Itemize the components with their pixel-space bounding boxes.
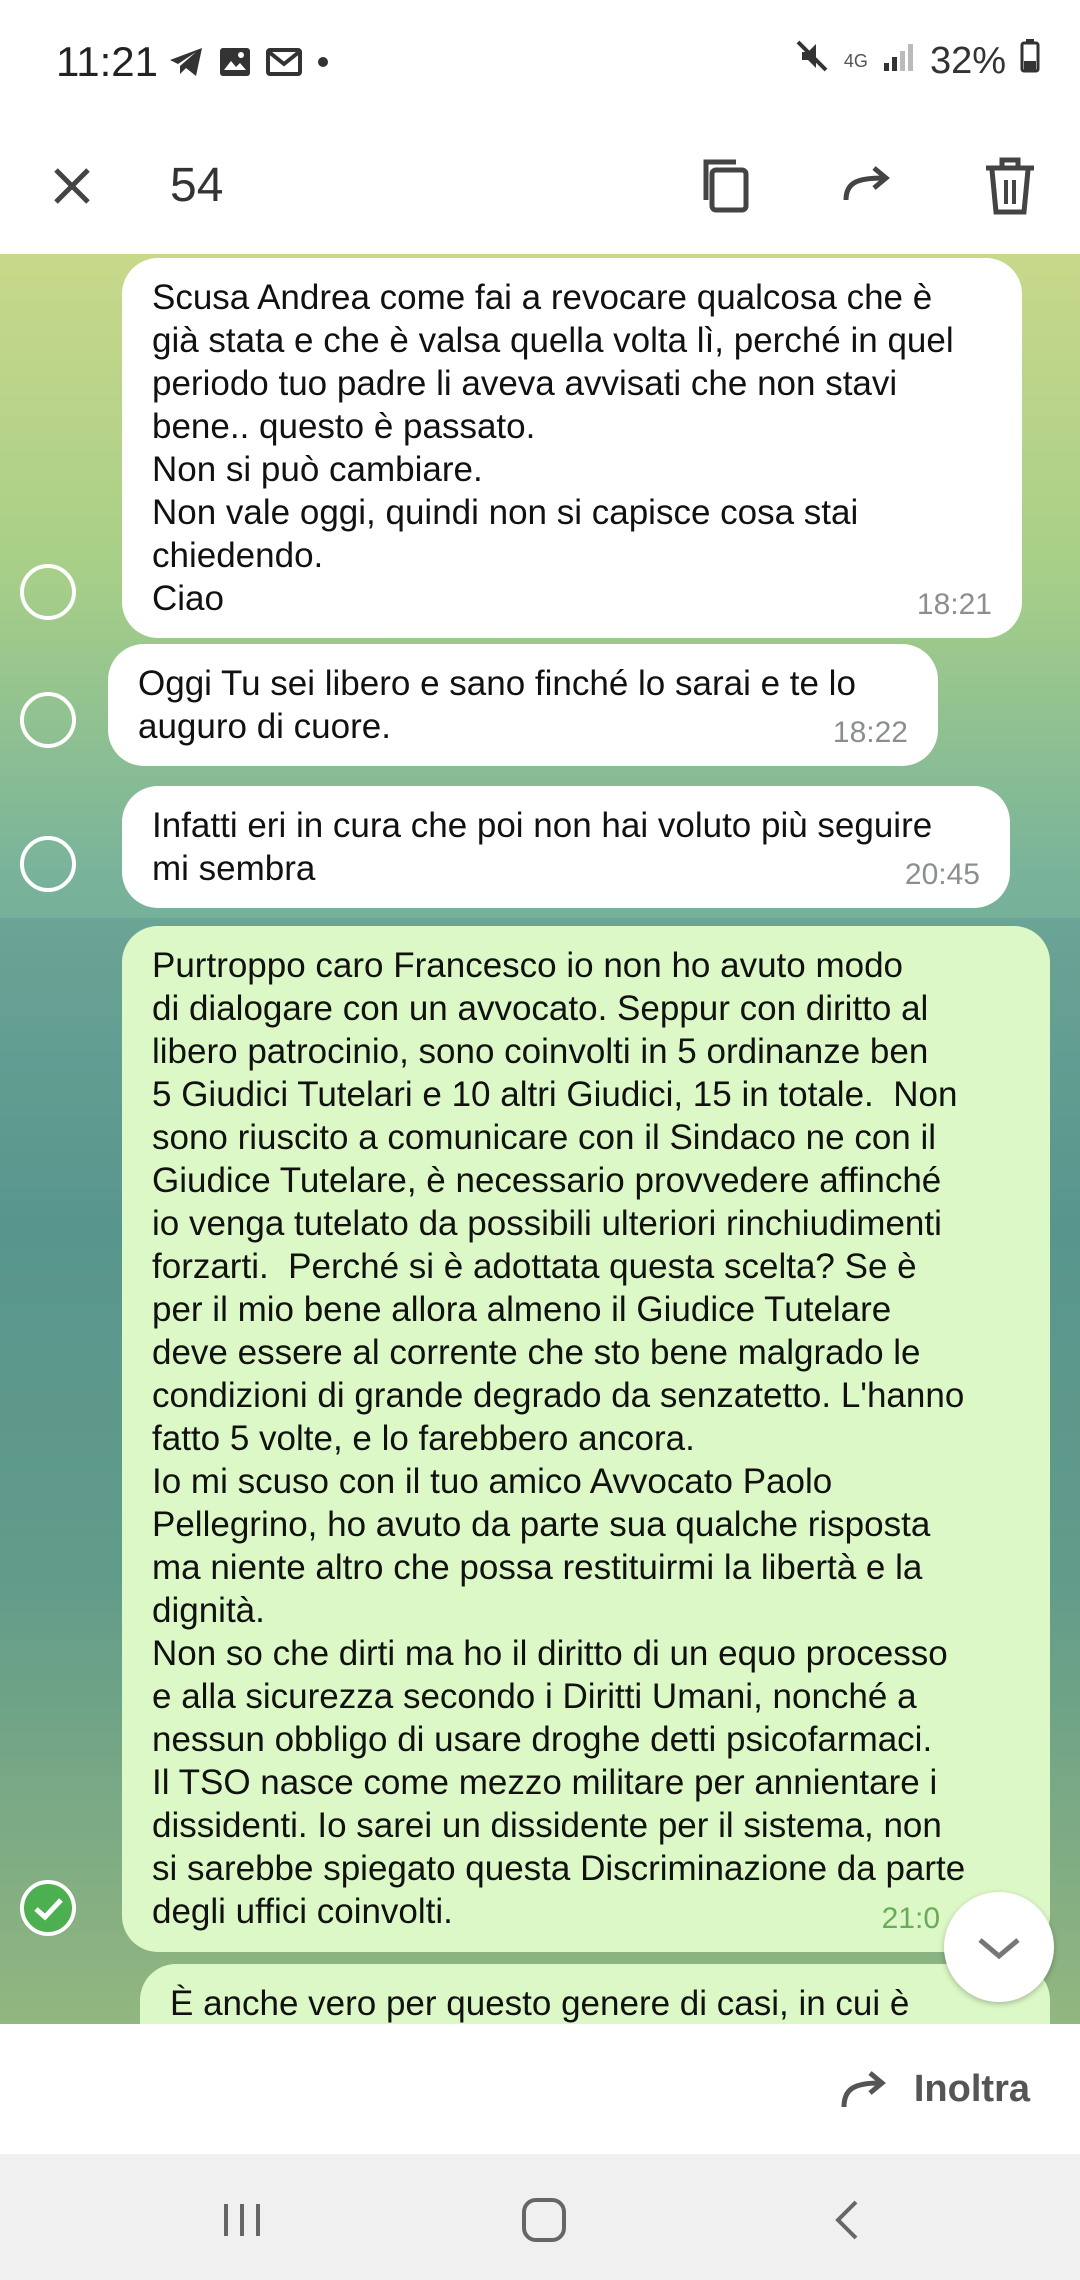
message-select-circle[interactable] [20, 692, 76, 748]
message-time: 18:21 [916, 588, 992, 621]
close-icon[interactable] [40, 154, 104, 218]
recent-apps-icon[interactable] [212, 2190, 272, 2250]
forward-button[interactable] [840, 2054, 1030, 2124]
mute-icon [794, 38, 830, 84]
telegram-icon [168, 46, 204, 83]
selection-action-bar [0, 120, 1080, 254]
message-time: 18:22 [832, 716, 908, 749]
message-time: 21:0 [881, 1902, 940, 1935]
message-text: Infatti eri in cura che poi non hai voluto più seguire mi sembra [152, 806, 933, 888]
system-icons [794, 38, 1040, 84]
message-bubble-outgoing[interactable] [122, 926, 1050, 1952]
message-select-check[interactable] [20, 1880, 76, 1936]
selected-count: 54 [170, 159, 224, 212]
message-time: 20:45 [904, 858, 980, 891]
image-icon [218, 46, 252, 83]
copy-icon[interactable] [690, 150, 762, 222]
chat-area[interactable] [0, 254, 1080, 2024]
message-bubble[interactable] [122, 258, 1022, 638]
notification-icons [168, 44, 330, 84]
delete-icon[interactable] [974, 150, 1046, 222]
signal-icon [882, 40, 916, 83]
status-time: 11:21 [56, 38, 158, 85]
gmail-icon [266, 47, 302, 82]
forward-icon[interactable] [832, 150, 904, 222]
message-text: Purtroppo caro Francesco io non ho avuto modo di dialogare con un avvocato. Seppur con diritto al libero patrocinio, sono coinvolti in 5 ordinanze ben 5 Giudici Tutelari e 10 altri Giudici, 15 in totale. Non sono riuscito a comunicare con il Sindaco ne con il Giudice Tutelare, è necessario provvedere affinché io venga tutelato da possibili ulteriori rinchiudimenti forzarti. Perché si è adottata questa scelta? Se è per il mio bene allora almeno il Giudice Tutelare deve essere al corrente che sto bene malgrado le condizioni di grande degrado da senzatetto. L'hanno fatto 5 volte, e lo farebbero ancora. Io mi scuso con il tuo amico Avvocato Paolo Pellegrino, ho avuto da parte sua qualche risposta ma niente altro che possa restituirmi la libertà e la dignità. Non so che dirti ma ho il diritto di un equo processo e alla sicurezza secondo i Diritti Umani, nonché a nessun obbligo di usare droghe detti psicofarmaci. Il TSO nasce come mezzo militare per annientare i dissidenti. Io sarei un dissidente per il sistema, non si sarebbe spiegato questa Discriminazione da parte degli uffici coinvolti. [152, 946, 966, 1931]
chevron-down-icon [944, 1892, 1054, 2002]
checkmark-icon [24, 1884, 72, 1932]
home-icon[interactable] [514, 2190, 574, 2250]
forward-bar [0, 2024, 1080, 2154]
message-select-circle[interactable] [20, 564, 76, 620]
scroll-down-button[interactable] [944, 1892, 1054, 2002]
message-bubble[interactable] [108, 644, 938, 766]
dot-icon [316, 55, 330, 74]
status-bar [0, 0, 1080, 120]
network-type: 4G [843, 51, 868, 71]
back-icon[interactable] [818, 2190, 878, 2250]
battery-percent: 32% [929, 39, 1006, 82]
forward-label: Inoltra [913, 2067, 1030, 2110]
forward-arrow-icon [840, 2067, 892, 2111]
message-bubble-outgoing[interactable] [140, 1964, 1050, 2024]
system-nav-bar [0, 2154, 1080, 2280]
message-text: Scusa Andrea come fai a revocare qualcosa che è già stata e che è valsa quella volta lì, perché in quel periodo tuo padre li aveva avvisati che non stavi bene.. questo è passato. Non si può cambiare. Non vale oggi, quindi non si capisce cosa stai chiedendo. Ciao [152, 278, 954, 618]
message-text: È anche vero per questo genere di casi, in cui è [170, 1984, 910, 2023]
message-select-circle[interactable] [20, 836, 76, 892]
message-bubble[interactable] [122, 786, 1010, 908]
battery-icon [1020, 39, 1040, 83]
message-text: Oggi Tu sei libero e sano finché lo sarai e te lo auguro di cuore. [138, 664, 856, 746]
